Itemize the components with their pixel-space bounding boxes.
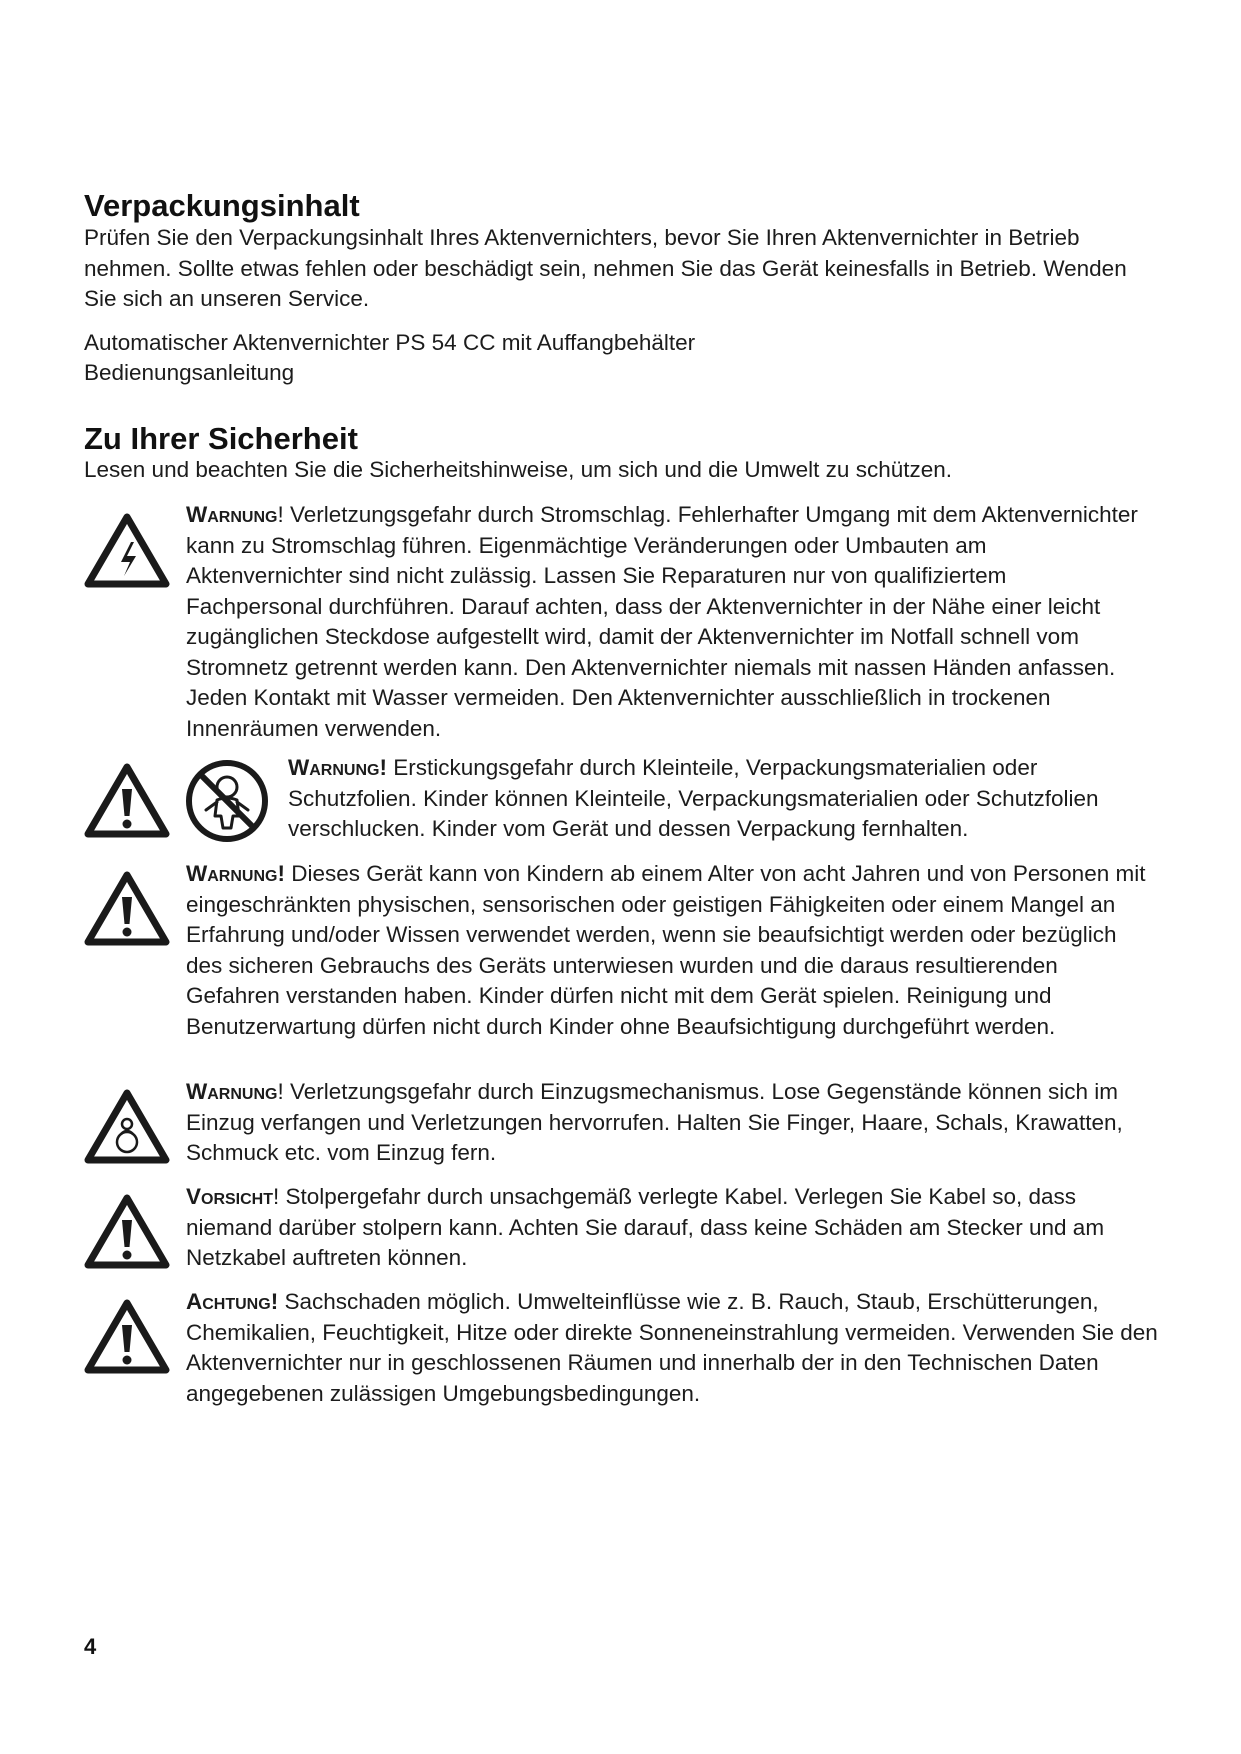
- warning-body: Erstickungsgefahr durch Kleinteile, Verpackungsmaterialien oder Schutzfolien. Kinder können Kleinteile, Verpackungsmaterialien oder Schutzfolien verschlucken. Kinder vom Gerät und dessen Verpackung fernhalten.: [288, 755, 1099, 841]
- warning-keyword: Warnung: [186, 861, 278, 886]
- warning-text: [186, 859, 1146, 1042]
- warning-keyword: Achtung: [186, 1289, 271, 1314]
- general-warning-icon: [84, 870, 170, 946]
- warning-text: [186, 500, 1146, 744]
- general-warning-icon: [84, 762, 170, 838]
- warning-punct: !: [277, 861, 285, 886]
- warning-body: Sachschaden möglich. Umwelteinflüsse wie z. B. Rauch, Staub, Erschütterungen, Chemikalien, Feuchtigkeit, Hitze oder direkte Sonneneinstrahlung vermeiden. Verwenden Sie den Aktenvernichter nur in geschlossenen Räumen und innerhalb der in den Technischen Daten angegebenen zulässigen Umgebungsbedingungen.: [186, 1289, 1158, 1406]
- page-number: 4: [84, 1634, 97, 1659]
- warning-punct: !: [273, 1184, 280, 1209]
- warning-keyword: Warnung: [288, 755, 380, 780]
- general-warning-icon: [84, 1298, 170, 1374]
- safety-intro: Lesen und beachten Sie die Sicherheitshinweise, um sich und die Umwelt zu schützen.: [84, 457, 952, 482]
- section-title-packaging: Verpackungsinhalt: [84, 188, 360, 223]
- warning-body: Verletzungsgefahr durch Einzugsmechanismus. Lose Gegenstände können sich im Einzug verfangen und Verletzungen hervorrufen. Halten Sie Finger, Haare, Schals, Krawatten, Schmuck etc. vom Einzug fern.: [186, 1079, 1123, 1165]
- entanglement-warning-icon: [84, 1088, 170, 1164]
- warning-punct: !: [270, 1289, 279, 1314]
- warning-keyword: Warnung: [186, 1079, 278, 1104]
- choking-hazard-icon: [184, 758, 270, 844]
- packaging-intro: Prüfen Sie den Verpackungsinhalt Ihres Aktenvernichters, bevor Sie Ihren Aktenvernichter in Betrieb nehmen. Sollte etwas fehlen oder beschädigt sein, nehmen Sie das Gerät keinesfalls in Betrieb. Wenden Sie sich an unseren Service.: [84, 225, 1127, 311]
- warning-body: Stolpergefahr durch unsachgemäß verlegte Kabel. Verlegen Sie Kabel so, dass niemand darüber stolpern kann. Achten Sie darauf, dass keine Schäden am Stecker und am Netzkabel auftreten können.: [186, 1184, 1105, 1270]
- warning-punct: !: [379, 755, 387, 780]
- packaging-item: Automatischer Aktenvernichter PS 54 CC mit Auffangbehälter: [84, 330, 696, 355]
- warning-body: Verletzungsgefahr durch Stromschlag. Fehlerhafter Umgang mit dem Aktenvernichter kann zu Stromschlag führen. Eigenmächtige Veränderungen oder Umbauten am Aktenvernichter sind nicht zulässig. Lassen Sie Reparaturen nur von qualifiziertem Fachpersonal durchführen. Darauf achten, dass der Aktenvernichter in der Nähe einer leicht zugänglichen Steckdose aufgestellt wird, damit der Aktenvernichter im Notfall schnell vom Stromnetz getrennt werden kann. Den Aktenvernichter niemals mit nassen Händen anfassen. Jeden Kontakt mit Wasser vermeiden. Den Aktenvernichter ausschließlich in trockenen Innenräumen verwenden.: [186, 502, 1138, 741]
- warning-punct: !: [277, 1079, 284, 1104]
- warning-punct: !: [277, 502, 284, 527]
- warning-text: [186, 1182, 1146, 1274]
- warning-body: Dieses Gerät kann von Kindern ab einem Alter von acht Jahren und von Personen mit eingeschränkten physischen, sensorischen oder geistigen Fähigkeiten oder einem Mangel an Erfahrung und/oder Wissen verwendet werden, wenn sie beaufsichtigt werden oder bezüglich des sicheren Gebrauchs des Geräts unterwiesen wurden und die daraus resultierenden Gefahren verstanden haben. Kinder dürfen nicht mit dem Gerät spielen. Reinigung und Benutzerwartung dürfen nicht durch Kinder ohne Beaufsichtigung durchgeführt werden.: [186, 861, 1146, 1039]
- electric-shock-warning-icon: [84, 512, 170, 588]
- warning-keyword: Warnung: [186, 502, 278, 527]
- general-warning-icon: [84, 1193, 170, 1269]
- warning-text: [186, 1077, 1146, 1169]
- warning-text: [288, 753, 1148, 845]
- warning-text: [186, 1287, 1166, 1409]
- warning-keyword: Vorsicht: [186, 1184, 274, 1209]
- section-title-safety: Zu Ihrer Sicherheit: [84, 421, 358, 456]
- packaging-item: Bedienungsanleitung: [84, 360, 295, 385]
